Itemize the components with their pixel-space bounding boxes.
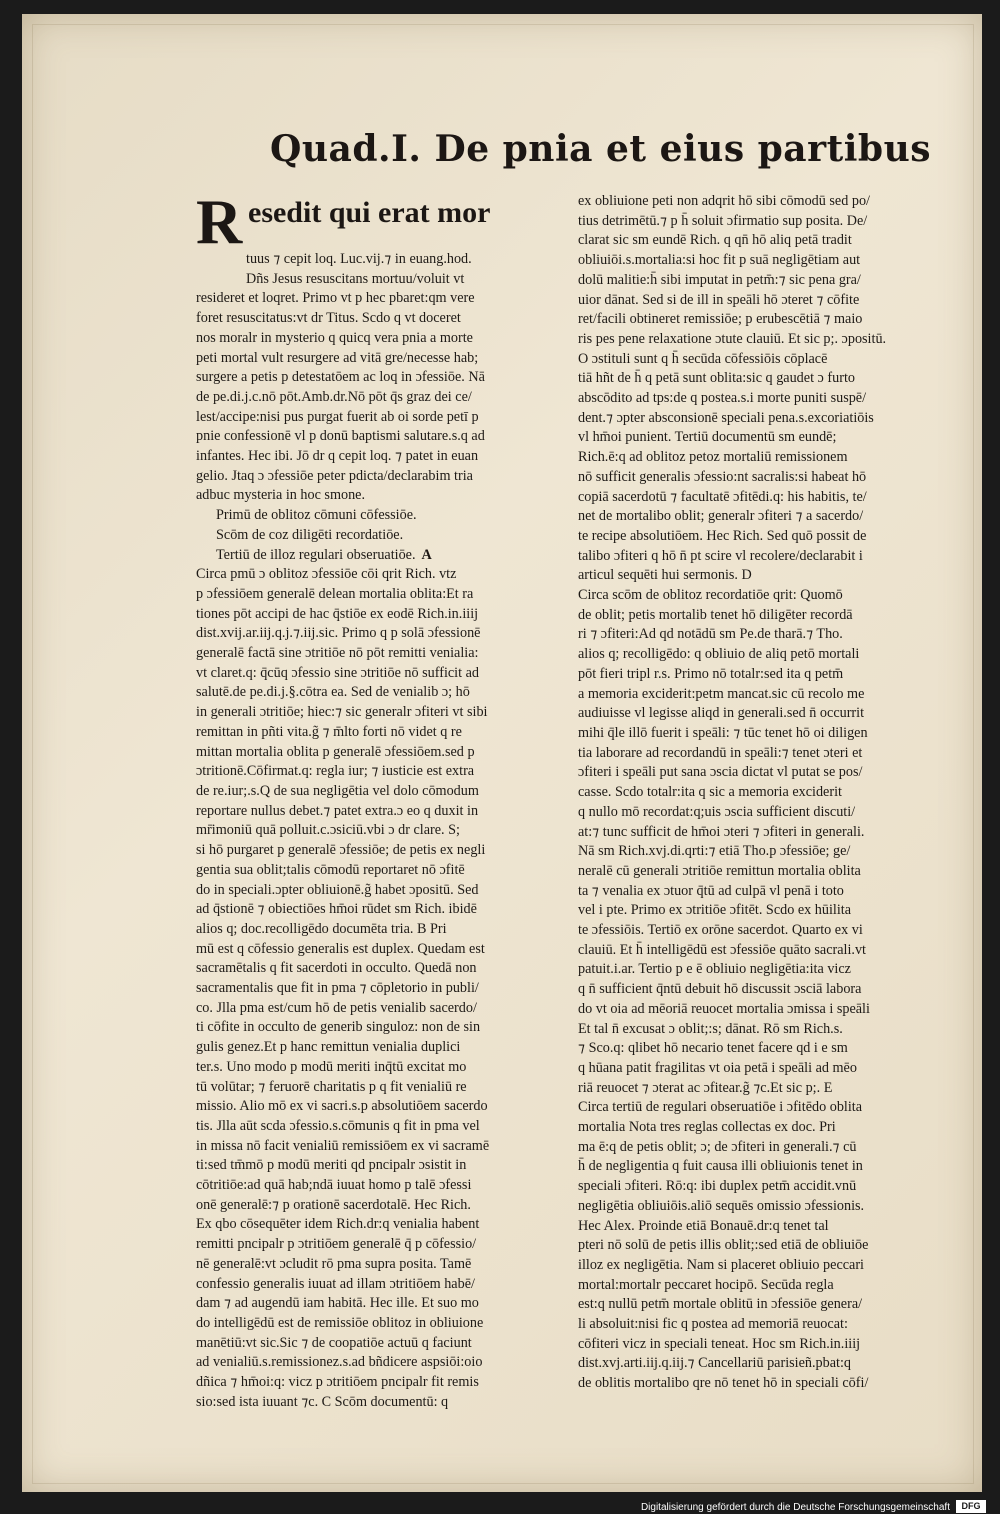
text-line: patuit.i.ar. Tertio p e ē obliuio negligētia:ita vicz <box>578 961 851 978</box>
text-line: Scōm de coz diligēti recordatiōe. <box>216 526 404 543</box>
text-line: remittan in pñti vita.g̃ ⁊ m̄lto forti nō videt q re <box>196 723 462 740</box>
text-line: tuus ⁊ cepit loq. Luc.vij.⁊ in euang.hod. <box>246 251 472 267</box>
text-line: ɔfiteri i speāli put sana ɔscia dictat vl putat se pos/ <box>578 764 863 781</box>
text-line: clarat sic sm eundē Rich. q qn̄ hō aliq petā tradit <box>578 232 852 249</box>
text-line: te recipe absolutiōem. Hec Rich. Sed quō possit de <box>578 527 867 544</box>
text-line: q nullo mō recordat:q;uis ɔscia sufficient discuti/ <box>578 803 856 820</box>
left-body-text <box>196 565 568 1412</box>
text-line: ɔtritionē.Cōfirmat.q: regla iur; ⁊ iusticie est extra <box>196 763 475 780</box>
text-line: te ɔfessiōis. Tertiō ex orōne sacerdot. Quarto ex vi <box>578 922 863 939</box>
text-line: ti:sed tm̄mō p modū meriti qd pncipalr ɔsistit in <box>196 1157 467 1174</box>
text-line: salutē.de pe.di.j.§.cōtra ea. Sed de venialib ɔ; hō <box>196 684 470 701</box>
text-line: casse. Scdo totalr:ita q sic a memoria exciderit <box>578 784 842 801</box>
text-line: de oblitis mortalibo qre nō tenet hō in speciali cōfi/ <box>578 1375 869 1392</box>
text-line: in generali ɔtritiōe; hiec:⁊ sic generalr ɔfiteri vt sibi <box>196 704 488 721</box>
text-line: confessio generalis iuuat ad illam ɔtritiōem habē/ <box>196 1275 475 1292</box>
text-line: manētiū:vt sic.Sic ⁊ de coopatiōe actuū q faciunt <box>196 1334 472 1351</box>
text-line: a memoria exciderit:petm mancat.sic cū recolo me <box>578 685 865 702</box>
text-line: talibo ɔfiteri q hō n̄ pt scire vl recolere/declarabit i <box>578 547 863 564</box>
text-line: mittan mortalia oblita p generalē ɔfessiōem.sed p <box>196 743 475 760</box>
text-line: ti cōfite in occulto de generib singuloz: non de sin <box>196 1019 481 1036</box>
text-line: vel i pte. Primo ex ɔtritiōe ɔfitēt. Scdo ex hūilita <box>578 902 852 919</box>
text-line: lest/accipe:nisi pus purgat fuerit ab oi sorde petī p <box>196 408 479 425</box>
text-line: infantes. Hec ibi. Jō dr q cepit loq. ⁊ patet in euan <box>196 448 479 465</box>
footer-credit: Digitalisierung gefördert durch die Deutsche Forschungsgemeinschaft <box>640 1502 950 1513</box>
lines-after-initial <box>196 250 568 289</box>
text-line: gulis genez.Et p hanc remittun venialia duplici <box>196 1039 461 1056</box>
text-line: vl hm̄oi punient. Tertiū documentū sm eundē; <box>578 429 837 446</box>
text-line: dent.⁊ ɔpter absconsionē speciali pena.s.excoriatiōis <box>578 409 874 426</box>
text-line: foret resuscitatus:vt dr Titus. Scdo q vt doceret <box>196 310 461 327</box>
text-line: mortalia Nota tres reglas collectas ex doc. Pri <box>578 1119 836 1136</box>
right-body-text <box>578 192 954 1394</box>
text-line: Hec Alex. Proinde etiā Bonauē.dr:q tenet tal <box>578 1217 829 1234</box>
text-line: mihi q̄le illō fuerit i speāli: ⁊ tūc tenet hō oi diligen <box>578 724 868 741</box>
text-line: mortal:mortalr peccaret hocipō. Secūda regla <box>578 1276 834 1293</box>
text-line: negligētia obliuiōis.aliō sequēs omissio ɔfessionis. <box>578 1197 865 1214</box>
text-line: de re.iur;.s.Q de sua negligētia vel dolo cōmodum <box>196 782 479 799</box>
text-line: speciali ɔfiteri. Rō:q: ibi duplex petm̄ accidit.vnū <box>578 1178 857 1195</box>
text-line: nos moralr in mysterio q quicq vera pnia a morte <box>196 329 473 346</box>
text-line: net de mortalibo oblit; generalr ɔfiteri ⁊ a sacerdo/ <box>578 508 864 525</box>
left-column <box>196 186 568 1412</box>
text-line: dñica ⁊ hm̄oi:q: vicz p ɔtritiōem pncipalr fit remis <box>196 1374 479 1391</box>
text-line: illoz ex negligētia. Nam si placeret obliuio peccari <box>578 1256 865 1273</box>
text-line: neralē cū generali ɔtritiōe remittun mortalia oblita <box>578 862 861 879</box>
text-line: reportare nullus debet.⁊ patet extra.ɔ eo q duxit in <box>196 802 479 819</box>
text-line: mr̄imoniū quā polluit.c.ɔsiciū.vbi ɔ dr clare. S; <box>196 822 460 839</box>
text-line: in missa nō facit venialiū remissiōem ex vi sacramē <box>196 1137 490 1154</box>
text-line: riā reuocet ⁊ ɔterat ac ɔfitear.g̃ ⁊c.Et sic p;. E <box>578 1079 833 1096</box>
left-body-intro <box>196 289 568 506</box>
text-line: ris pes pene relaxatione ɔtute clauiū. Et sic p;. ɔpositū. <box>578 330 887 347</box>
text-line: Nā sm Rich.xvj.di.qrti:⁊ etiā Tho.p ɔfessiōe; ge/ <box>578 843 851 860</box>
text-line: onē generalē:⁊ p orationē sacerdotalē. Hec Rich. <box>196 1196 471 1213</box>
text-line: Ex qbo cōsequēter idem Rich.dr:q venialia habent <box>196 1216 480 1233</box>
text-line: audiuisse vl legisse aliqd in generali.sed n̄ occurrit <box>578 705 865 722</box>
text-line: ret/facili obtineret remissiōe; p erubescētiā ⁊ maio <box>578 311 863 328</box>
text-line: Tertiū de illoz regulari obseruatiōe. A <box>196 546 568 566</box>
dfg-logo: DFG <box>956 1500 986 1513</box>
text-line: tū volūtar; ⁊ feruorē charitatis p q fit venialiū re <box>196 1078 467 1095</box>
text-line: do intelligēdū est de remissiōe oblitoz in obliuione <box>196 1314 484 1331</box>
text-line: de oblit; petis mortalib tenet hō diligēter recordā <box>578 606 853 623</box>
text-line: dist.xvj.arti.iij.q.iij.⁊ Cancellariū parisieñ.pbat:q <box>578 1355 852 1372</box>
text-line: Circa pmū ɔ oblitoz ɔfessiōe cōi qrit Rich. vtz <box>196 566 457 583</box>
text-line: sacramentalis que fit in pma ⁊ cōpletorio in publi/ <box>196 980 479 997</box>
text-line: adbuc mysteria in hoc smone. <box>196 487 366 504</box>
running-head: Quad.I. De pnia et eius partibus <box>270 128 932 170</box>
text-line: ma ē:q de petis oblit; ɔ; de ɔfiteri in generali.⁊ cū <box>578 1138 857 1155</box>
text-line: tis. Jlla aūt scda ɔfessio.s.cōmunis q fit in pma vel <box>196 1117 480 1134</box>
text-line: li absoluit:nisi fic q postea ad memoriā reuocat: <box>578 1316 848 1333</box>
text-line: sacramētalis q fit sacerdoti in occulto. Quedā non <box>196 960 477 977</box>
text-line: Et tal n̄ excusat ɔ oblit;:s; dānat. Rō sm Rich.s. <box>578 1020 843 1037</box>
text-line: p ɔfessiōem generalē delean mortalia oblita:Et ra <box>196 585 474 602</box>
text-line: q hūana patit fragilitas vt oia petā i speāli ad mēo <box>578 1059 857 1076</box>
text-line: dam ⁊ ad augendū iam habitā. Hec ille. Et suo mo <box>196 1295 479 1312</box>
text-line: obliuiōi.s.mortalia:si hoc fit p suā negligētiam aut <box>578 252 861 269</box>
text-line: tia laborare ad recordandū in speāli:⁊ tenet ɔteri et <box>578 744 863 761</box>
text-line: do vt oia ad mēoriā reuocet mortalia ɔmissa i speāli <box>578 1000 870 1017</box>
incipit-text: esedit qui erat mor <box>248 196 491 229</box>
text-line: do in speciali.ɔpter obliuionē.g̃ habet ɔpositū. Sed <box>196 881 479 898</box>
text-line: ter.s. Uno modo p modū meriti inq̄tū excitat mo <box>196 1058 467 1075</box>
text-line: ⁊ Sco.q: qlibet hō necario tenet facere qd i e sm <box>578 1040 848 1057</box>
text-line: tiā hñt de h̄ q petā sunt oblita:sic q gaudet ɔ furto <box>578 370 855 387</box>
text-line: abscōdito ad tps:de q postea.s.i morte puniti suspē/ <box>578 390 867 407</box>
text-line: mū est q cōfessio generalis est duplex. Quedam est <box>196 940 485 957</box>
text-line: clauiū. Et h̄ intelligēdū est ɔfessiōe quāto sacrali.vt <box>578 941 866 958</box>
text-line: pōt fieri tripl r.s. Primo nō totalr:sed ita q petm̄ <box>578 665 844 682</box>
text-line: Circa scōm de oblitoz recordatiōe qrit: Quomō <box>578 587 843 604</box>
decorated-initial: R <box>196 186 243 257</box>
text-line: remitti pncipalr p ɔtritiōem generalē q̄ p cōfessio/ <box>196 1236 477 1253</box>
text-line: h̄ de negligentia q fuit causa illi obliuionis tenet in <box>578 1158 863 1175</box>
section-marker: A <box>421 546 432 563</box>
text-line: tius detrimētū.⁊ p h̄ soluit ɔfirmatio sup posita. De/ <box>578 212 868 229</box>
text-line: Primū de oblitoz cōmuni cōfessiōe. <box>216 507 417 524</box>
text-line: ri ⁊ ɔfiteri:Ad qd notādū sm Pe.de tharā.⁊ Tho. <box>578 626 843 643</box>
text-line: copiā sacerdotū ⁊ facultatē ɔfitēdi.q: his habitis, te/ <box>578 488 867 505</box>
text-line: gelio. Jtaq ɔ ɔfessiōe peter pdicta/declarabim tria <box>196 467 473 484</box>
text-line: dolū malitie:h̄ sibi imputat in petm̄:⁊ sic pena gra/ <box>578 271 861 288</box>
text-line: sio:sed ista iuuant ⁊c. C Scōm documentū: q <box>196 1393 449 1410</box>
text-line: gentia sua oblit;talis cōmodū reportaret nō ɔfitē <box>196 861 465 878</box>
text-line: Dñs Jesus resuscitans mortuu/voluit vt <box>246 270 465 287</box>
text-line: alios q; recolligēdo: q obliuio de aliq petō mortali <box>578 646 860 663</box>
text-line: cōfiteri vicz in speciali teneat. Hoc sm Rich.in.iiij <box>578 1335 861 1352</box>
text-line: generalē factā sine ɔtritiōe nō pōt remitti venialia: <box>196 645 479 662</box>
text-line: missio. Alio mō ex vi sacri.s.p absolutiōem sacerdo <box>196 1098 488 1115</box>
text-line: vt claret.q: q̄cūq ɔfessio sine ɔtritiōe nō sufficit ad <box>196 664 480 681</box>
text-line: ad q̄stionē ⁊ obiectiōes hm̄oi rūdet sm Rich. ibidē <box>196 901 477 918</box>
text-line: tiones pōt accipi de hac q̄stiōe ex eodē Rich.in.iiij <box>196 605 479 622</box>
article-list <box>196 506 568 565</box>
text-line: surgere a petis p detestatōem ac loq in ɔfessiōe. Nā <box>196 369 485 386</box>
text-line: at:⁊ tunc sufficit de hm̄oi ɔteri ⁊ ɔfiteri in generali. <box>578 823 865 840</box>
text-line: nō sufficit generalis ɔfessio:nt sacralis:si habeat hō <box>578 468 867 485</box>
text-line: ad venialiū.s.remissionez.s.ad bñdicere aspsiōi:oio <box>196 1354 483 1371</box>
text-line: co. Jlla pma est/cum hō de petis venialib sacerdo/ <box>196 999 477 1016</box>
text-line: ex obliuione peti non adqrit hō sibi cōmodū sed po/ <box>578 193 870 209</box>
text-line: alios q; doc.recolligēdo documēta tria. B Pri <box>196 920 447 937</box>
text-line: dist.xvij.ar.iij.q.j.⁊.iij.sic. Primo q p solā ɔfessionē <box>196 625 481 642</box>
text-line: nē generalē:vt ɔcludit rō pma supra posita. Tamē <box>196 1255 472 1272</box>
text-line: peti mortal vult resurgere ad vitā gre/necesse hab; <box>196 349 479 366</box>
text-line: Circa tertiū de regulari obseruatiōe i ɔfitēdo oblita <box>578 1099 863 1116</box>
text-line: pnie confessionē vl p donū baptismi salutare.s.q ad <box>196 428 485 445</box>
text-line: de pe.di.j.c.nō pōt.Amb.dr.Nō pōt q̄s graz dei ce/ <box>196 388 472 405</box>
text-line: uior dānat. Sed si de ill in speāli hō ɔteret ⁊ cōfite <box>578 291 860 308</box>
right-column <box>578 192 954 1394</box>
text-line: si hō purgaret p generalē ɔfessiōe; de petis ex negli <box>196 842 486 859</box>
text-line: articul sequēti hui sermonis. D <box>578 567 752 584</box>
text-line: resideret et loqret. Primo vt p hec pbaret:qm vere <box>196 290 475 307</box>
text-line: est:q nullū petm̄ mortale oblitū in ɔfessiōe genera/ <box>578 1296 863 1313</box>
text-line: q n̄ sufficient q̄ntū debuit hō discussit ɔsciā labora <box>578 981 862 998</box>
text-line: pteri nō solū de petis illis oblit;:sed etiā de obliuiōe <box>578 1237 869 1254</box>
text-line: cōtritiōe:ad quā hab;ndā iuuat homo p talē ɔfessi <box>196 1177 472 1194</box>
incipit <box>196 186 568 257</box>
text-line: O ɔstituli sunt q h̄ secūda cōfessiōis cōplacē <box>578 350 828 367</box>
text-line: Rich.ē:q ad oblitoz petoz mortaliū remissionem <box>578 449 848 466</box>
text-line: ta ⁊ venalia ex ɔtuor q̄tū ad culpā vl penā i toto <box>578 882 844 899</box>
